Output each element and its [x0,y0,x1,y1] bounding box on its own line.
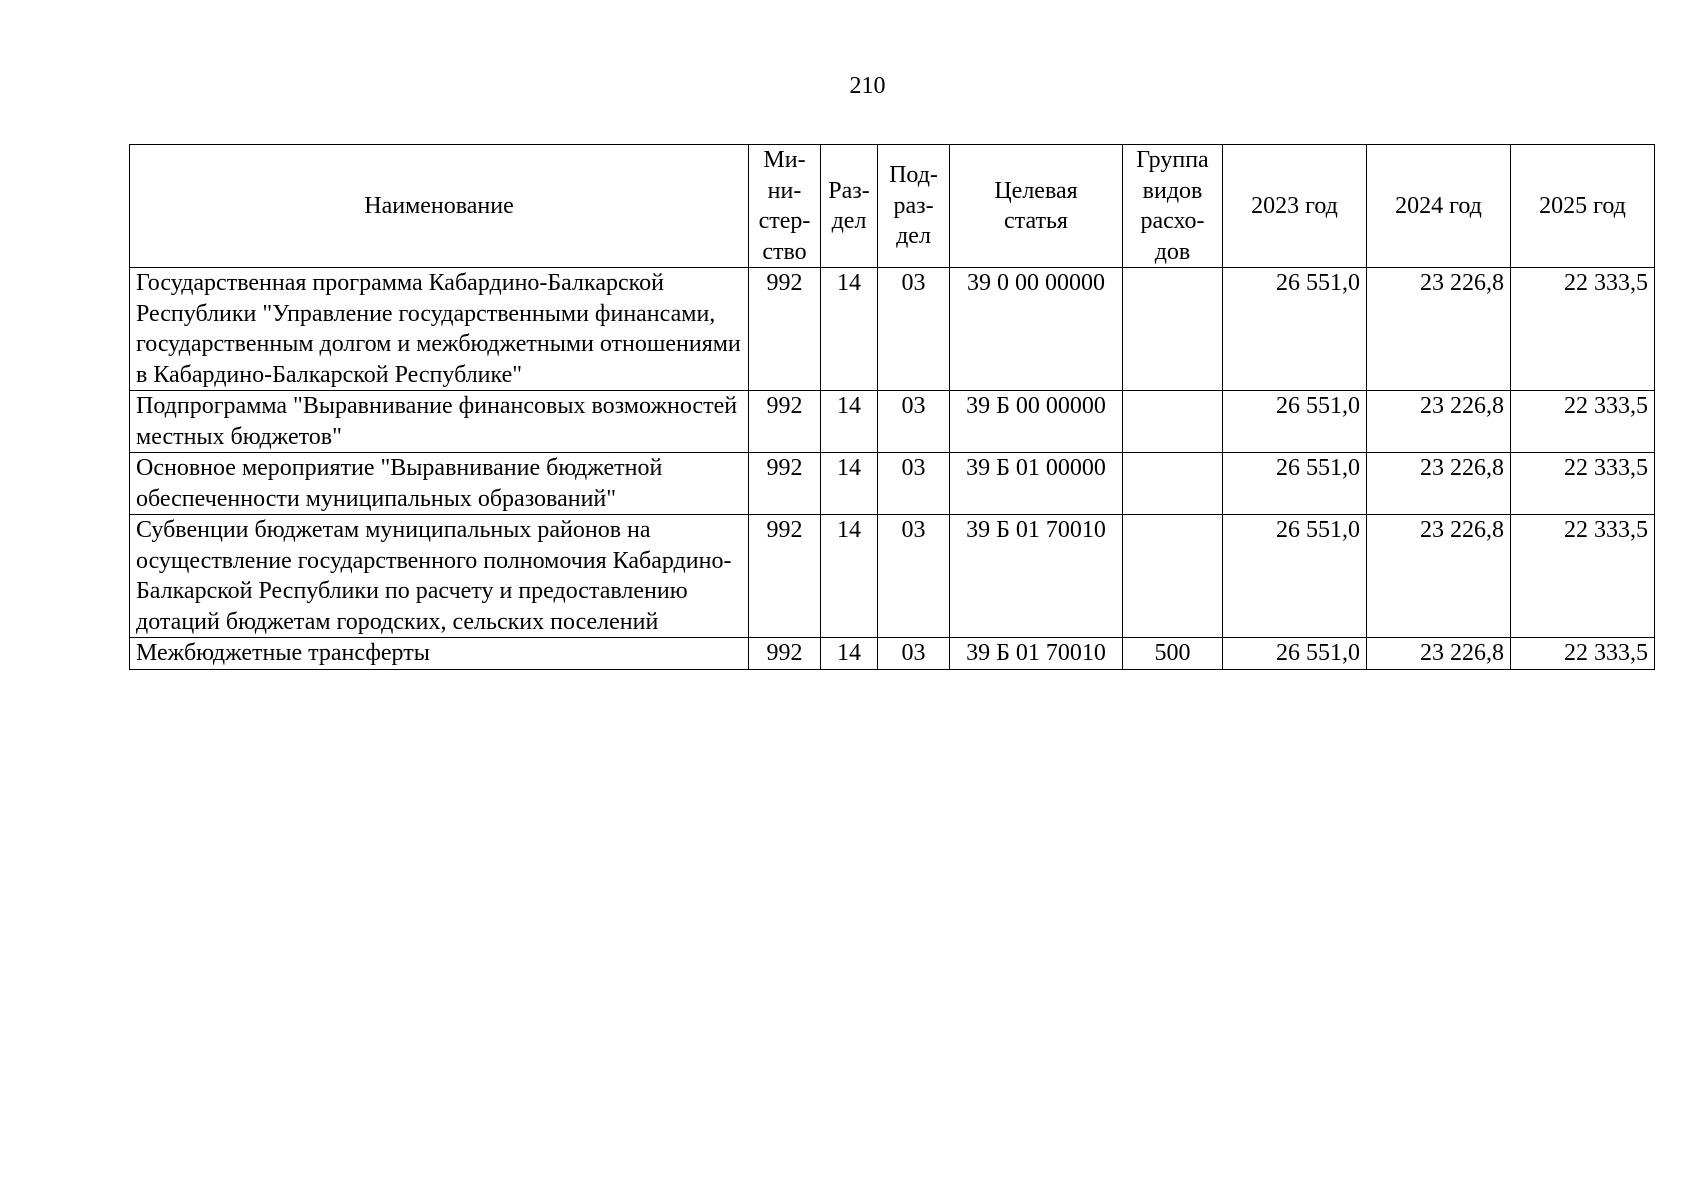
row-expense-group [1123,453,1223,515]
row-target-article: 39 Б 01 70010 [950,638,1123,670]
row-section: 14 [821,453,878,515]
header-target-article: Целевая статья [950,145,1123,268]
row-amount-2024: 23 226,8 [1367,515,1511,638]
row-amount-2024: 23 226,8 [1367,391,1511,453]
row-section: 14 [821,515,878,638]
row-target-article: 39 Б 01 70010 [950,515,1123,638]
header-section: Раз- дел [821,145,878,268]
row-section: 14 [821,391,878,453]
row-ministry: 992 [749,515,821,638]
header-subsection: Под- раз- дел [878,145,950,268]
row-amount-2025: 22 333,5 [1511,268,1655,391]
row-amount-2024: 23 226,8 [1367,453,1511,515]
row-name: Государственная программа Кабардино-Балкарской Республики "Управление государственными финансами, государственным долгом и межбюджетными отношениями в Кабардино-Балкарской Республике" [130,268,749,391]
header-year-2024: 2024 год [1367,145,1511,268]
row-amount-2024: 23 226,8 [1367,638,1511,670]
header-ministry: Ми- ни- стер- ство [749,145,821,268]
row-name: Основное мероприятие "Выравнивание бюджетной обеспеченности муниципальных образований" [130,453,749,515]
row-expense-group [1123,268,1223,391]
row-target-article: 39 Б 00 00000 [950,391,1123,453]
row-subsection: 03 [878,268,950,391]
row-amount-2025: 22 333,5 [1511,391,1655,453]
row-subsection: 03 [878,391,950,453]
row-ministry: 992 [749,453,821,515]
row-section: 14 [821,638,878,670]
header-year-2023: 2023 год [1223,145,1367,268]
row-amount-2025: 22 333,5 [1511,515,1655,638]
row-expense-group [1123,391,1223,453]
row-amount-2023: 26 551,0 [1223,638,1367,670]
table-row [130,638,1655,670]
row-ministry: 992 [749,391,821,453]
table-row [130,268,1655,391]
budget-table [129,144,1655,670]
header-year-2025: 2025 год [1511,145,1655,268]
table-row [130,515,1655,638]
row-amount-2023: 26 551,0 [1223,391,1367,453]
row-amount-2023: 26 551,0 [1223,515,1367,638]
row-expense-group: 500 [1123,638,1223,670]
row-section: 14 [821,268,878,391]
row-subsection: 03 [878,453,950,515]
row-expense-group [1123,515,1223,638]
row-amount-2025: 22 333,5 [1511,453,1655,515]
row-subsection: 03 [878,515,950,638]
row-ministry: 992 [749,638,821,670]
row-amount-2023: 26 551,0 [1223,453,1367,515]
row-amount-2024: 23 226,8 [1367,268,1511,391]
table-row [130,391,1655,453]
row-name: Субвенции бюджетам муниципальных районов на осуществление государственного полномочия Кабардино-Балкарской Республики по расчету и предоставлению дотаций бюджетам городских, сельских поселений [130,515,749,638]
table-row [130,453,1655,515]
page-number: 210 [849,73,886,99]
row-amount-2023: 26 551,0 [1223,268,1367,391]
header-name: Наименование [130,145,749,268]
row-subsection: 03 [878,638,950,670]
row-ministry: 992 [749,268,821,391]
row-name: Межбюджетные трансферты [130,638,749,670]
row-name: Подпрограмма "Выравнивание финансовых возможностей местных бюджетов" [130,391,749,453]
table-header-row [130,145,1655,268]
header-expense-group: Группа видов расхо- дов [1123,145,1223,268]
row-target-article: 39 Б 01 00000 [950,453,1123,515]
row-amount-2025: 22 333,5 [1511,638,1655,670]
row-target-article: 39 0 00 00000 [950,268,1123,391]
